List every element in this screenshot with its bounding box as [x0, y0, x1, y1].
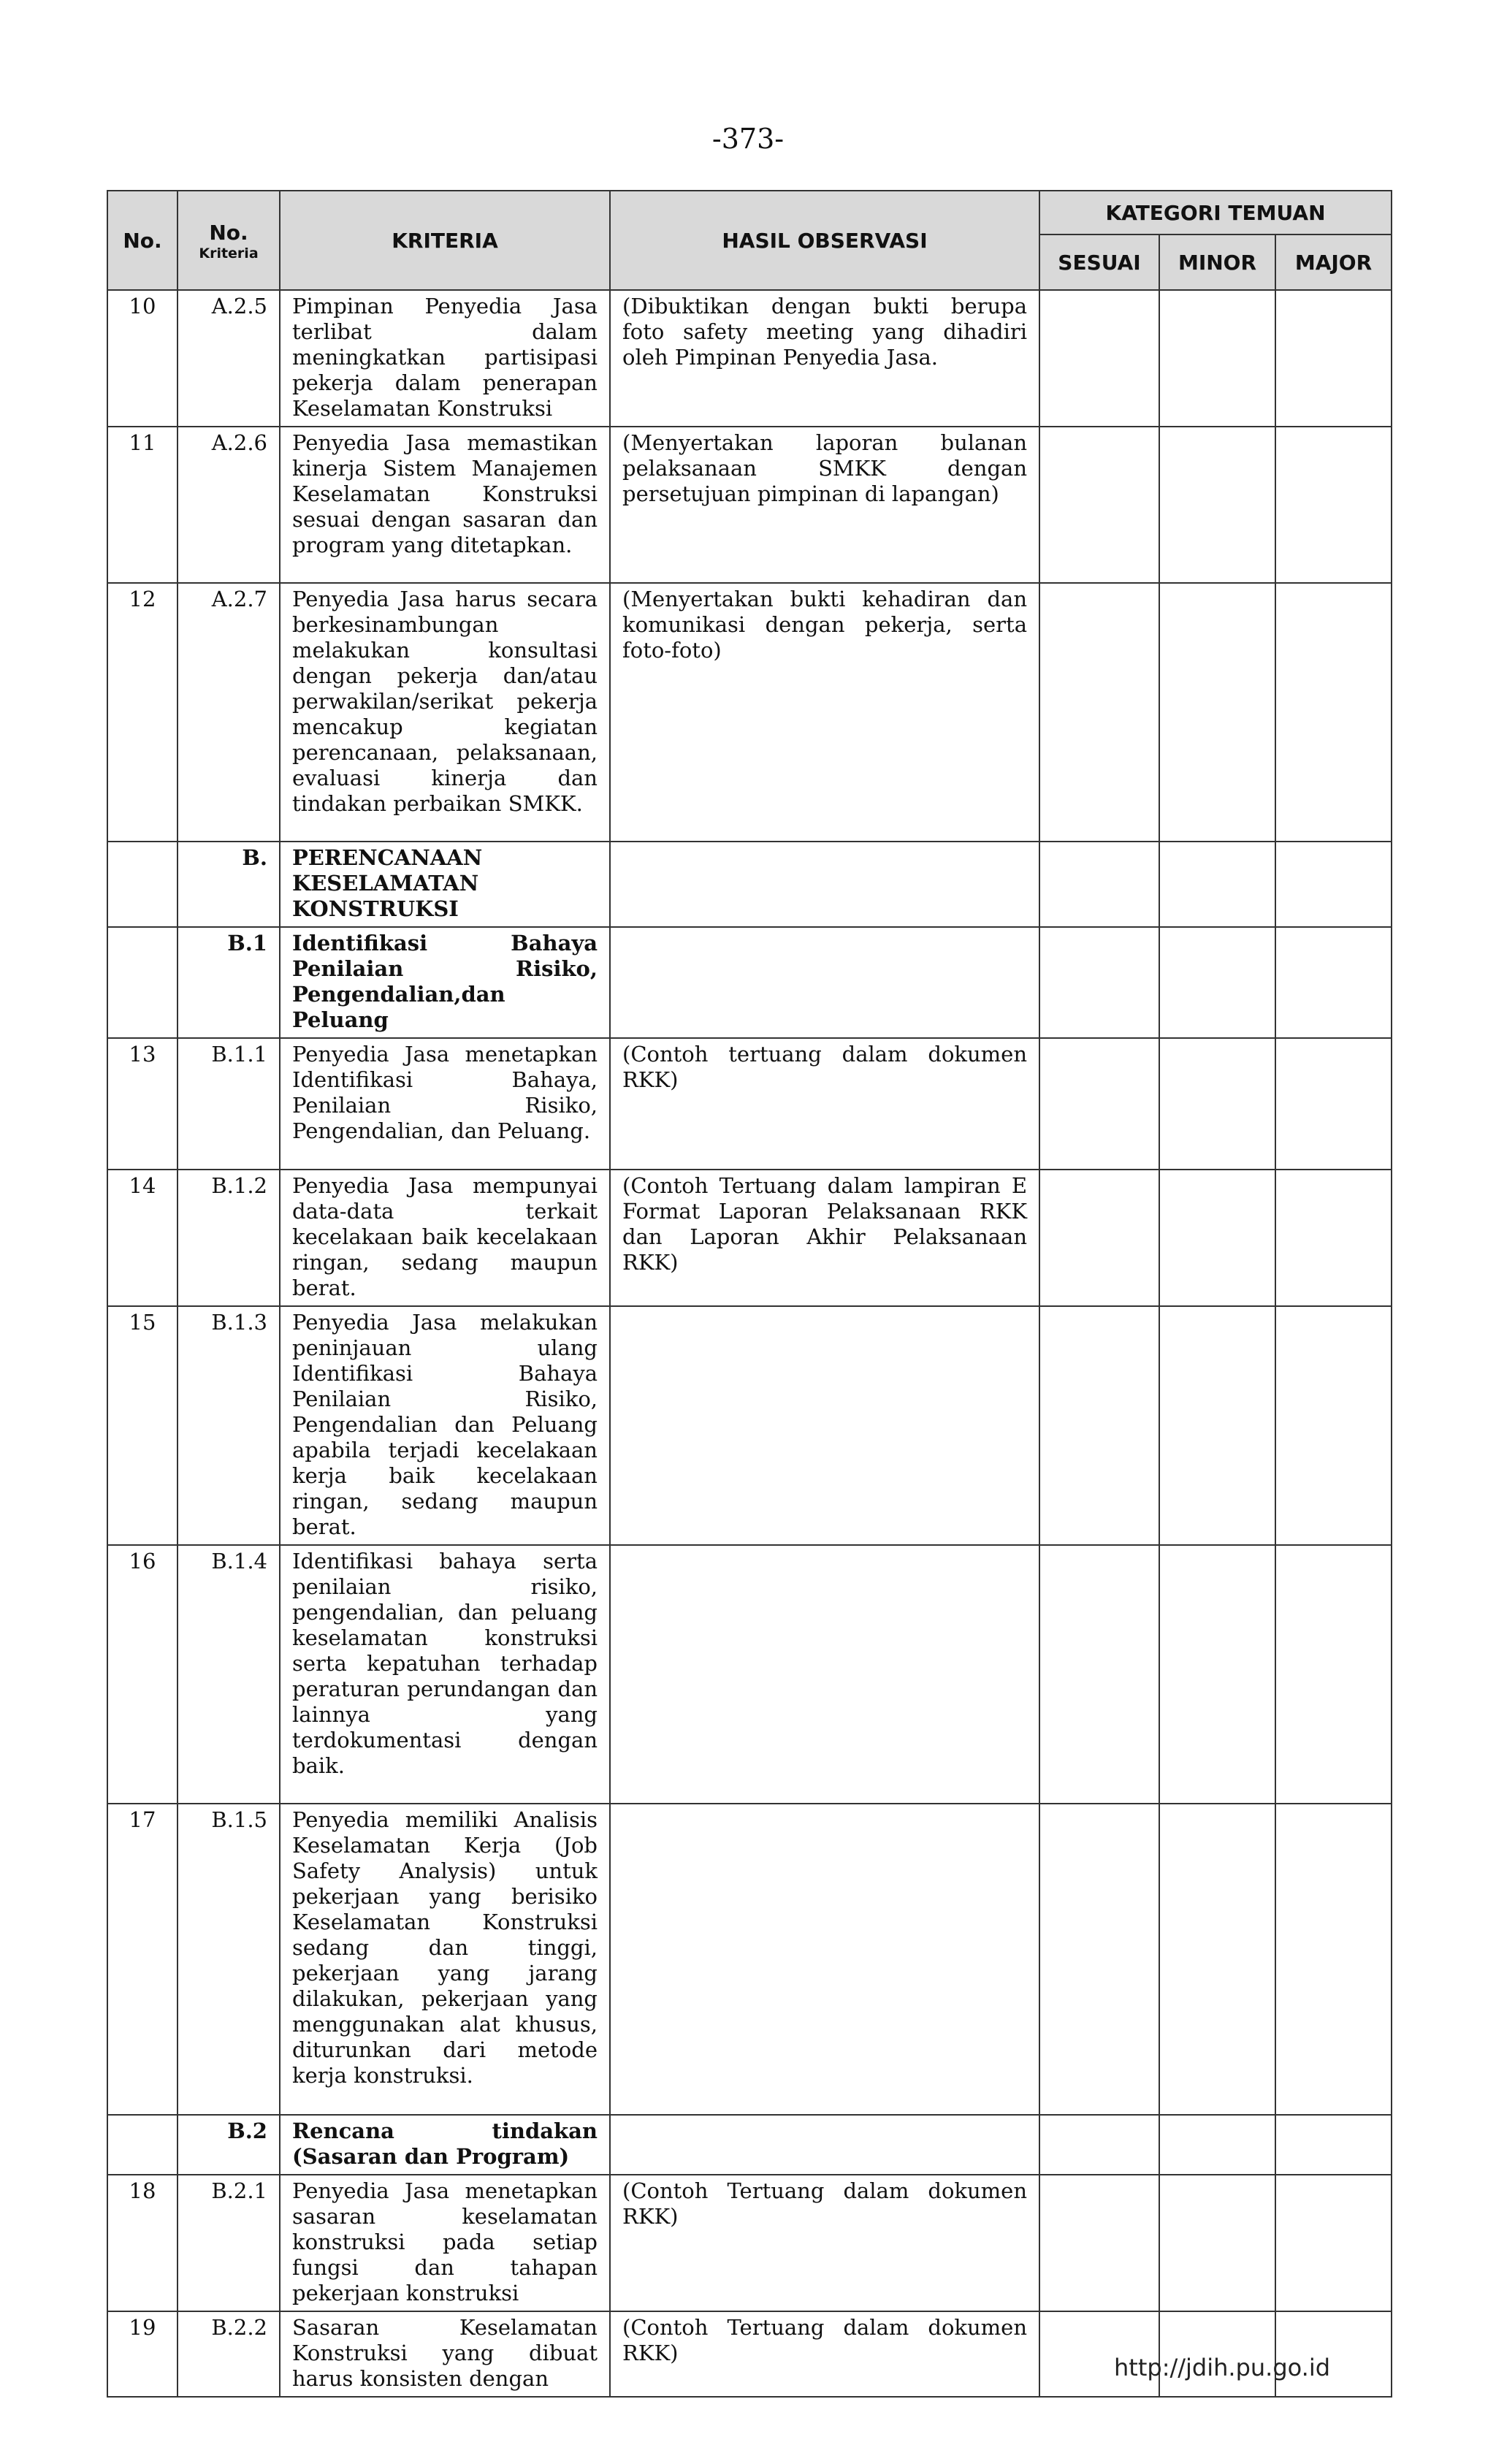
row-number: 16 — [107, 1545, 178, 1804]
category-sesuai-cell — [1039, 927, 1159, 1038]
category-major-cell — [1275, 1306, 1392, 1545]
criteria-code: A.2.6 — [178, 427, 280, 583]
header-no: No. — [107, 191, 178, 290]
header-no-kriteria — [178, 191, 280, 290]
criteria-text: Penyedia Jasa harus secara berkesinambungan melakukan konsultasi dengan pekerja dan/atau perwakilan/serikat pekerja mencakup kegiatan perencanaan, pelaksanaan, evaluasi kinerja dan tindakan perbaikan SMKK. — [280, 583, 610, 842]
category-major-cell — [1275, 427, 1392, 583]
row-number: 12 — [107, 583, 178, 842]
table-row — [107, 1804, 1392, 2115]
row-number — [107, 842, 178, 927]
category-sesuai-cell — [1039, 842, 1159, 927]
criteria-code: B.1.1 — [178, 1038, 280, 1170]
audit-table — [107, 190, 1392, 2398]
row-number: 19 — [107, 2311, 178, 2397]
criteria-text: Penyedia Jasa melakukan peninjauan ulang Identifikasi Bahaya Penilaian Risiko, Pengendalian dan Peluang apabila terjadi kecelakaan kerja baik kecelakaan ringan, sedang maupun berat. — [280, 1306, 610, 1545]
category-sesuai-cell — [1039, 290, 1159, 427]
category-sesuai-cell — [1039, 427, 1159, 583]
table-row — [107, 1038, 1392, 1170]
observation-result — [610, 2115, 1039, 2175]
category-sesuai-cell — [1039, 1804, 1159, 2115]
table-row — [107, 2115, 1392, 2175]
criteria-text: Penyedia memiliki Analisis Keselamatan Kerja (Job Safety Analysis) untuk pekerjaan yang berisiko Keselamatan Konstruksi sedang dan tinggi, pekerjaan yang jarang dilakukan, pekerjaan yang menggunakan alat khusus, diturunkan dari metode kerja konstruksi. — [280, 1804, 610, 2115]
row-number: 17 — [107, 1804, 178, 2115]
criteria-text: Penyedia Jasa memastikan kinerja Sistem Manajemen Keselamatan Konstruksi sesuai dengan sasaran dan program yang ditetapkan. — [280, 427, 610, 583]
header-no-kriteria-sub: Kriteria — [199, 245, 259, 262]
category-major-cell — [1275, 2175, 1392, 2311]
category-major-cell — [1275, 583, 1392, 842]
criteria-text: Sasaran Keselamatan Konstruksi yang dibuat harus konsisten dengan — [280, 2311, 610, 2397]
category-major-cell — [1275, 1804, 1392, 2115]
category-minor-cell — [1159, 2115, 1275, 2175]
observation-result — [610, 927, 1039, 1038]
criteria-code: B.1.3 — [178, 1306, 280, 1545]
criteria-code: B.1.4 — [178, 1545, 280, 1804]
category-major-cell — [1275, 1545, 1392, 1804]
observation-result: (Dibuktikan dengan bukti berupa foto safety meeting yang dihadiri oleh Pimpinan Penyedia Jasa. — [610, 290, 1039, 427]
row-number: 10 — [107, 290, 178, 427]
criteria-text: Rencana tindakan (Sasaran dan Program) — [280, 2115, 610, 2175]
category-sesuai-cell — [1039, 1545, 1159, 1804]
criteria-code: B. — [178, 842, 280, 927]
criteria-code: B.2.1 — [178, 2175, 280, 2311]
category-major-cell — [1275, 1170, 1392, 1306]
category-sesuai-cell — [1039, 1306, 1159, 1545]
category-minor-cell — [1159, 1545, 1275, 1804]
table-body — [107, 290, 1392, 2397]
table-row — [107, 1306, 1392, 1545]
criteria-text: Identifikasi Bahaya Penilaian Risiko, Pengendalian,dan Peluang — [280, 927, 610, 1038]
criteria-code: A.2.5 — [178, 290, 280, 427]
category-minor-cell — [1159, 2175, 1275, 2311]
table-row — [107, 842, 1392, 927]
table-row — [107, 583, 1392, 842]
row-number: 14 — [107, 1170, 178, 1306]
header-kriteria: KRITERIA — [280, 191, 610, 290]
category-minor-cell — [1159, 427, 1275, 583]
category-minor-cell — [1159, 927, 1275, 1038]
criteria-code: B.2 — [178, 2115, 280, 2175]
page-number: -373- — [711, 123, 785, 155]
category-major-cell — [1275, 2115, 1392, 2175]
header-major: MAJOR — [1275, 234, 1392, 290]
category-major-cell — [1275, 290, 1392, 427]
row-number: 13 — [107, 1038, 178, 1170]
observation-result: (Contoh Tertuang dalam lampiran E Format Laporan Pelaksanaan RKK dan Laporan Akhir Pelaksanaan RKK) — [610, 1170, 1039, 1306]
category-sesuai-cell — [1039, 2115, 1159, 2175]
category-minor-cell — [1159, 1038, 1275, 1170]
criteria-text: Penyedia Jasa mempunyai data-data terkait kecelakaan baik kecelakaan ringan, sedang maupun berat. — [280, 1170, 610, 1306]
row-number — [107, 927, 178, 1038]
criteria-text: Penyedia Jasa menetapkan Identifikasi Bahaya, Penilaian Risiko, Pengendalian, dan Peluang. — [280, 1038, 610, 1170]
table-row — [107, 927, 1392, 1038]
criteria-text: Penyedia Jasa menetapkan sasaran keselamatan konstruksi pada setiap fungsi dan tahapan pekerjaan konstruksi — [280, 2175, 610, 2311]
header-sesuai: SESUAI — [1039, 234, 1159, 290]
category-major-cell — [1275, 1038, 1392, 1170]
table-row — [107, 1170, 1392, 1306]
observation-result — [610, 1545, 1039, 1804]
criteria-code: A.2.7 — [178, 583, 280, 842]
category-sesuai-cell — [1039, 2175, 1159, 2311]
criteria-text: PERENCANAAN KESELAMATAN KONSTRUKSI — [280, 842, 610, 927]
observation-result — [610, 1804, 1039, 2115]
criteria-code: B.1.2 — [178, 1170, 280, 1306]
observation-result — [610, 842, 1039, 927]
criteria-text: Identifikasi bahaya serta penilaian risiko, pengendalian, dan peluang keselamatan konstruksi serta kepatuhan terhadap peraturan perundangan dan lainnya yang terdokumentasi dengan baik. — [280, 1545, 610, 1804]
category-minor-cell — [1159, 1170, 1275, 1306]
category-major-cell — [1275, 842, 1392, 927]
footer-url: http://jdih.pu.go.id — [1114, 2354, 1331, 2381]
observation-result: (Contoh tertuang dalam dokumen RKK) — [610, 1038, 1039, 1170]
table-row — [107, 2175, 1392, 2311]
row-number: 15 — [107, 1306, 178, 1545]
category-sesuai-cell — [1039, 1170, 1159, 1306]
category-minor-cell — [1159, 842, 1275, 927]
category-minor-cell — [1159, 1804, 1275, 2115]
row-number: 18 — [107, 2175, 178, 2311]
criteria-code: B.1.5 — [178, 1804, 280, 2115]
observation-result: (Menyertakan bukti kehadiran dan komunikasi dengan pekerja, serta foto-foto) — [610, 583, 1039, 842]
observation-result: (Menyertakan laporan bulanan pelaksanaan SMKK dengan persetujuan pimpinan di lapangan) — [610, 427, 1039, 583]
category-minor-cell — [1159, 583, 1275, 842]
header-kategori-temuan: KATEGORI TEMUAN — [1039, 191, 1392, 234]
header-no-kriteria-top: No. — [209, 220, 248, 245]
category-minor-cell — [1159, 1306, 1275, 1545]
observation-result: (Contoh Tertuang dalam dokumen RKK) — [610, 2175, 1039, 2311]
observation-result — [610, 1306, 1039, 1545]
criteria-code: B.1 — [178, 927, 280, 1038]
criteria-text: Pimpinan Penyedia Jasa terlibat dalam meningkatkan partisipasi pekerja dalam penerapan Keselamatan Konstruksi — [280, 290, 610, 427]
table-row — [107, 290, 1392, 427]
category-minor-cell — [1159, 290, 1275, 427]
category-major-cell — [1275, 927, 1392, 1038]
row-number: 11 — [107, 427, 178, 583]
table-row — [107, 1545, 1392, 1804]
header-hasil-observasi: HASIL OBSERVASI — [610, 191, 1039, 290]
category-sesuai-cell — [1039, 1038, 1159, 1170]
header-minor: MINOR — [1159, 234, 1275, 290]
table-header — [107, 191, 1392, 290]
observation-result: (Contoh Tertuang dalam dokumen RKK) — [610, 2311, 1039, 2397]
category-sesuai-cell — [1039, 583, 1159, 842]
criteria-code: B.2.2 — [178, 2311, 280, 2397]
row-number — [107, 2115, 178, 2175]
table-row — [107, 427, 1392, 583]
